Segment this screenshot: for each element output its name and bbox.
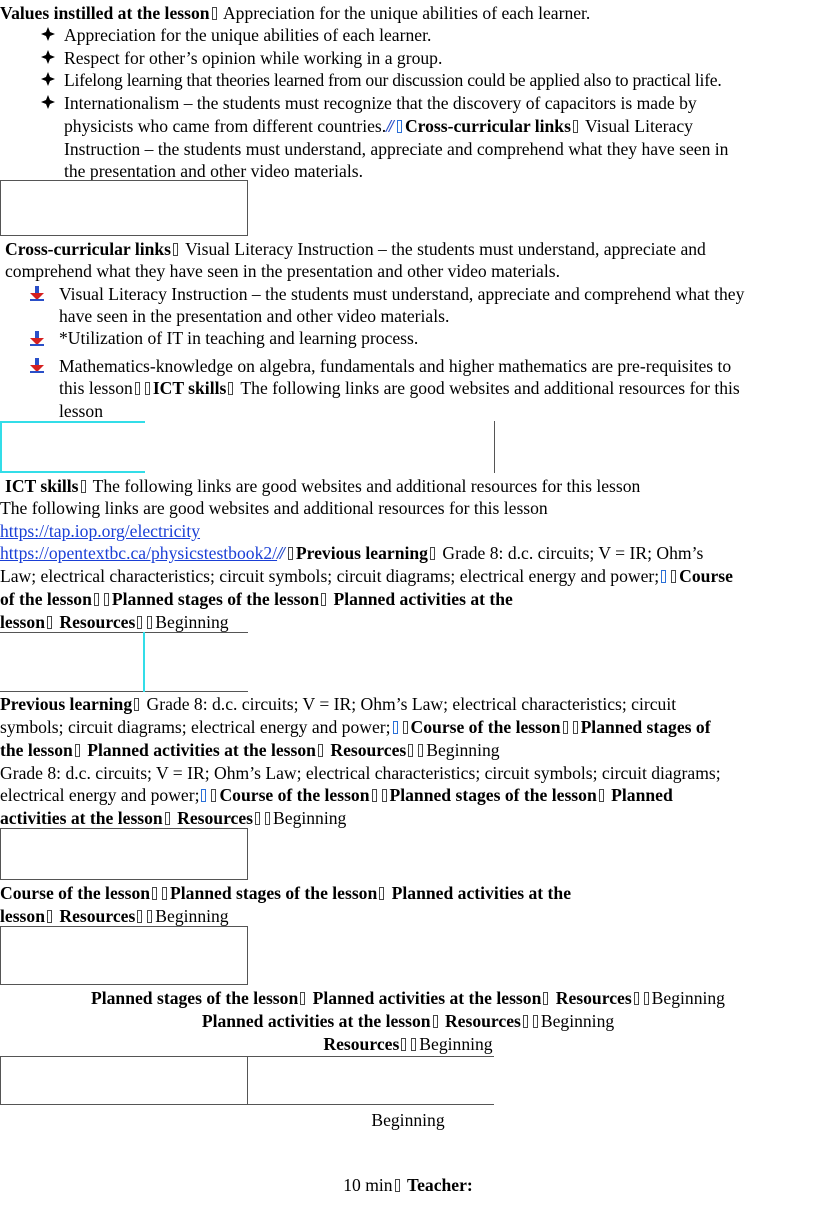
diamond-bullet-icon [40, 94, 56, 110]
missing-glyph-icon [75, 744, 80, 757]
ict-line-1-tail: The following links are good websites and additional resources for this lesson [92, 476, 641, 496]
missing-glyph-icon [255, 812, 260, 825]
course-line-1 [0, 882, 571, 905]
missing-glyph-icon [671, 570, 676, 583]
resource-link-tap[interactable]: https://tap.iop.org/electricity [0, 521, 201, 541]
diamond-bullet-icon [40, 26, 56, 42]
values-bullet-4-line2: physicists who came from different countries. [64, 116, 387, 136]
prev-course-label-2: Course of the lesson [219, 785, 370, 805]
missing-glyph-icon [401, 1038, 406, 1051]
missing-glyph-icon [152, 887, 157, 900]
missing-glyph-icon [137, 910, 142, 923]
time-teacher-line [0, 1174, 816, 1197]
missing-glyph-icon [411, 1038, 416, 1051]
missing-glyph-icon [393, 721, 398, 734]
prev-line-1 [0, 693, 676, 716]
table-border [494, 421, 495, 473]
missing-glyph-icon [403, 721, 408, 734]
values-bullet-1: Appreciation for the unique abilities of each learner. [64, 25, 432, 45]
missing-glyph-icon [533, 1015, 538, 1028]
missing-glyph-icon [162, 887, 167, 900]
missing-glyph-icon [661, 570, 666, 583]
table-border [0, 1104, 494, 1105]
prev-planned-stages-of: Planned stages of [580, 717, 711, 737]
empty-table-cell [0, 828, 248, 880]
cross-bullet-1: Visual Literacy Instruction – the students must understand, appreciate and comprehend what they [59, 284, 745, 304]
c1-stages: Planned stages of the lesson [91, 988, 299, 1008]
prev-planned-stages-2: Planned stages of the lesson [389, 785, 597, 805]
missing-glyph-icon [288, 547, 293, 560]
c1-beg: Beginning [651, 988, 725, 1008]
c3-beg: Beginning [419, 1034, 493, 1054]
ict-resources: Resources [59, 612, 136, 632]
prev-planned-2: Planned [611, 785, 673, 805]
missing-glyph-icon [573, 721, 578, 734]
ict-prev-line2: Law; electrical characteristics; circuit symbols; circuit diagrams; electrical energy and power; [0, 566, 660, 586]
table-border [247, 1056, 248, 1105]
values-heading-tail: Appreciation for the unique abilities of each learner. [222, 3, 591, 23]
missing-glyph-icon [563, 721, 568, 734]
c3-res: Resources [323, 1034, 400, 1054]
values-heading-line [0, 2, 590, 25]
cell-selection-marker [0, 421, 145, 423]
cell-selection-marker [143, 632, 145, 692]
diamond-bullet-icon [40, 49, 56, 65]
missing-glyph-icon [430, 547, 435, 560]
ict-inline-label: ICT skills [152, 378, 227, 398]
missing-glyph-icon [573, 120, 578, 133]
c2-act: Planned activities at the lesson [201, 1011, 431, 1031]
missing-glyph-icon [147, 616, 152, 629]
arrow-bullet-icon [29, 357, 45, 373]
missing-glyph-icon [634, 992, 639, 1005]
prev-resources-2: Resources [177, 808, 254, 828]
course-label: Course of the lesson [0, 883, 151, 903]
missing-glyph-icon [211, 789, 216, 802]
ict-inline-tail: The following links are good websites and additional resources for this [240, 378, 740, 398]
c2-beg: Beginning [540, 1011, 615, 1031]
values-bullet-3: Lifelong learning that theories learned from our discussion could be applied also to practical life. [64, 70, 722, 90]
prev-line-2 [0, 716, 711, 739]
missing-glyph-icon [47, 910, 52, 923]
missing-glyph-icon [94, 593, 99, 606]
missing-glyph-icon [228, 382, 233, 395]
cross-bullet-3-cont [59, 377, 816, 400]
table-border [0, 1056, 1, 1105]
cross-label: Cross-curricular links [5, 239, 172, 259]
link-row-1 [0, 520, 200, 543]
values-bullet-4: Internationalism – the students must recognize that the discovery of capacitors is made by [64, 93, 697, 113]
prev-line-5-text: electrical energy and power; [0, 785, 200, 805]
missing-glyph-icon [543, 992, 548, 1005]
ict-prev-label: Previous learning [295, 543, 428, 563]
c1-act: Planned activities at the lesson [312, 988, 542, 1008]
values-bullet-4-cont [64, 115, 816, 138]
cell-selection-marker [0, 421, 2, 473]
missing-glyph-icon [134, 698, 139, 711]
resource-link-opentextbc[interactable]: https://opentextbc.ca/physicstestbook2/ [0, 543, 278, 563]
beginning-label: Beginning [371, 1110, 445, 1130]
missing-glyph-icon [382, 789, 387, 802]
arrow-bullet-icon [29, 330, 45, 346]
missing-glyph-icon [418, 744, 423, 757]
prev-line-5 [0, 784, 673, 807]
missing-glyph-icon: // [277, 543, 283, 563]
empty-table-cell [0, 926, 248, 985]
diamond-bullet-icon [40, 71, 56, 87]
ict-prev-tail: Grade 8: d.c. circuits; V = IR; Ohm’s [442, 543, 704, 563]
prev-the-lesson: the lesson [0, 740, 73, 760]
cross-line-1 [5, 238, 706, 261]
missing-glyph-icon [523, 1015, 528, 1028]
ict-label: ICT skills [5, 476, 79, 496]
c2-res: Resources [444, 1011, 521, 1031]
table-border [0, 632, 248, 633]
prev-tail-1: Grade 8: d.c. circuits; V = IR; Ohm’s Law; electrical characteristics; circuit [146, 694, 677, 714]
centered-line-2 [0, 1010, 816, 1033]
cross-inline-tail-1: Visual Literacy [585, 116, 693, 136]
missing-glyph-icon [408, 744, 413, 757]
missing-glyph-icon [395, 1179, 400, 1192]
teacher-label: Teacher: [406, 1175, 473, 1195]
missing-glyph-icon [137, 616, 142, 629]
missing-glyph-icon [81, 480, 86, 493]
arrow-bullet-icon [29, 285, 45, 301]
missing-glyph-icon [265, 812, 270, 825]
ict-line-7 [0, 611, 229, 634]
ict-line-5 [0, 565, 733, 588]
ict-planned-act: Planned activities at the [333, 589, 513, 609]
prev-activities: activities at the lesson [0, 808, 163, 828]
values-bullet-2: Respect for other’s opinion while working in a group. [64, 48, 443, 68]
cell-selection-marker [0, 471, 145, 473]
time-label: 10 min [343, 1175, 393, 1195]
ict-line-1 [5, 475, 640, 498]
cross-inline-label: Cross-curricular links [404, 116, 571, 136]
cross-line-2: comprehend what they have seen in the presentation and other video materials. [5, 261, 560, 281]
course-beginning: Beginning [155, 906, 229, 926]
ict-of-lesson: of the lesson [0, 589, 92, 609]
ict-line-4 [0, 542, 703, 565]
c1-res: Resources [555, 988, 632, 1008]
course-planned-act: Planned activities at the [391, 883, 572, 903]
prev-resources: Resources [330, 740, 407, 760]
prev-label: Previous learning [0, 694, 133, 714]
prev-course-label: Course of the lesson [410, 717, 561, 737]
missing-glyph-icon [104, 593, 109, 606]
course-line-2 [0, 905, 229, 928]
missing-glyph-icon [135, 382, 140, 395]
ict-lesson-word: lesson [0, 612, 45, 632]
missing-glyph-icon [165, 812, 170, 825]
ict-beginning: Beginning [155, 612, 229, 632]
missing-glyph-icon [321, 593, 326, 606]
cross-bullet-1-cont: have seen in the presentation and other video materials. [59, 306, 450, 326]
missing-glyph-icon [201, 789, 206, 802]
prev-line-6 [0, 807, 346, 830]
course-planned-stages: Planned stages of the lesson [170, 883, 378, 903]
course-resources: Resources [59, 906, 136, 926]
missing-glyph-icon [212, 7, 217, 20]
table-border [0, 691, 248, 692]
missing-glyph-icon [379, 887, 384, 900]
empty-table-cell [0, 180, 248, 236]
cross-bullet-3-cont-2: lesson [59, 401, 103, 421]
prev-line-4: Grade 8: d.c. circuits; V = IR; Ohm’s Law; electrical characteristics; circuit symbols; circuit diagrams; [0, 763, 721, 783]
cross-line-1-tail: Visual Literacy Instruction – the students must understand, appreciate and [185, 239, 706, 259]
ict-line-6 [0, 588, 513, 611]
prev-beginning-2: Beginning [273, 808, 347, 828]
missing-glyph-icon: // [386, 116, 392, 136]
cross-inline-tail-2: Instruction – the students must understand, appreciate and comprehend what they have seen in [64, 139, 729, 159]
missing-glyph-icon [644, 992, 649, 1005]
cross-bullet-3: Mathematics-knowledge on algebra, fundamentals and higher mathematics are pre-requisites to [59, 356, 732, 376]
ict-course-label: Course [679, 566, 733, 586]
ict-line-2: The following links are good websites and additional resources for this lesson [0, 498, 548, 518]
cross-inline-tail-3: the presentation and other video materials. [64, 161, 363, 181]
missing-glyph-icon [433, 1015, 438, 1028]
prev-beginning: Beginning [426, 740, 500, 760]
ict-planned-stages: Planned stages of the lesson [111, 589, 320, 609]
prev-line-3 [0, 739, 500, 762]
centered-line-3 [0, 1033, 816, 1056]
values-heading: Values instilled at the lesson [0, 3, 210, 23]
missing-glyph-icon [318, 744, 323, 757]
course-lesson-word: lesson [0, 906, 45, 926]
prev-planned-act: Planned activities at the lesson [87, 740, 316, 760]
missing-glyph-icon [147, 910, 152, 923]
missing-glyph-icon [173, 243, 178, 256]
missing-glyph-icon [300, 992, 305, 1005]
cross-bullet-2: *Utilization of IT in teaching and learning process. [59, 328, 419, 348]
prev-line-2-text: symbols; circuit diagrams; electrical energy and power; [0, 717, 391, 737]
missing-glyph-icon [372, 789, 377, 802]
missing-glyph-icon [47, 616, 52, 629]
missing-glyph-icon [397, 120, 402, 133]
cross-bullet-3-line2: this lesson [59, 378, 133, 398]
missing-glyph-icon [145, 382, 150, 395]
missing-glyph-icon [599, 789, 604, 802]
centered-line-1 [0, 987, 816, 1010]
